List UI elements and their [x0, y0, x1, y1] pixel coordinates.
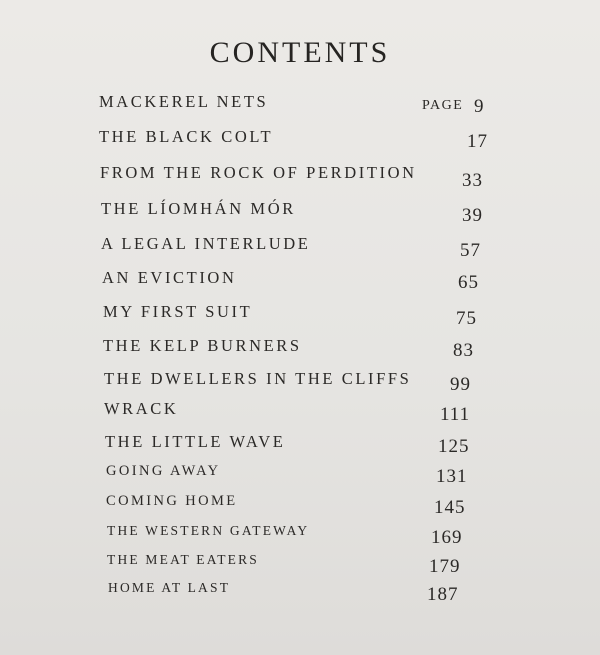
toc-entry-title: THE MEAT EATERS: [107, 552, 260, 567]
toc-entry-title: WRACK: [104, 399, 179, 418]
toc-page-number: 17: [467, 131, 488, 152]
toc-page-number: 9: [474, 96, 485, 117]
toc-entry-title: THE LITTLE WAVE: [105, 432, 286, 451]
toc-page-number: 83: [453, 340, 474, 361]
toc-entry-title: GOING AWAY: [106, 463, 221, 479]
toc-entry-title: A LEGAL INTERLUDE: [101, 234, 311, 253]
toc-entry-title: COMING HOME: [106, 493, 238, 509]
toc-entry-title: MY FIRST SUIT: [103, 302, 253, 321]
page-word-label: PAGE: [422, 98, 464, 113]
toc-entry-title: THE LÍOMHÁN MÓR: [101, 199, 296, 218]
toc-page-number: 75: [456, 308, 477, 329]
contents-heading: CONTENTS: [209, 36, 391, 69]
toc-page-number: 57: [460, 240, 481, 261]
toc-entry-title: FROM THE ROCK OF PERDITION: [100, 163, 417, 182]
toc-page-number: 125: [438, 436, 470, 457]
toc-page-number: 39: [462, 205, 483, 226]
toc-page-number: 111: [440, 404, 471, 425]
toc-page-number: 65: [458, 272, 479, 293]
toc-page-number: 99: [450, 374, 471, 395]
toc-entry-title: THE KELP BURNERS: [103, 336, 302, 355]
toc-page-number: 131: [436, 466, 468, 487]
toc-page-number: 33: [462, 170, 483, 191]
toc-entry-title: THE WESTERN GATEWAY: [107, 523, 310, 538]
toc-entry-title: HOME AT LAST: [108, 580, 231, 595]
toc-page-number: 169: [431, 527, 463, 548]
toc-entry-title: MACKEREL NETS: [99, 92, 269, 111]
toc-page-number: 187: [427, 584, 459, 605]
toc-entry-title: AN EVICTION: [102, 268, 237, 287]
toc-page-number: 145: [434, 497, 466, 518]
toc-entry-title: THE BLACK COLT: [99, 127, 274, 146]
toc-entry-title: THE DWELLERS IN THE CLIFFS: [104, 369, 412, 388]
toc-page-number: 179: [429, 556, 461, 577]
